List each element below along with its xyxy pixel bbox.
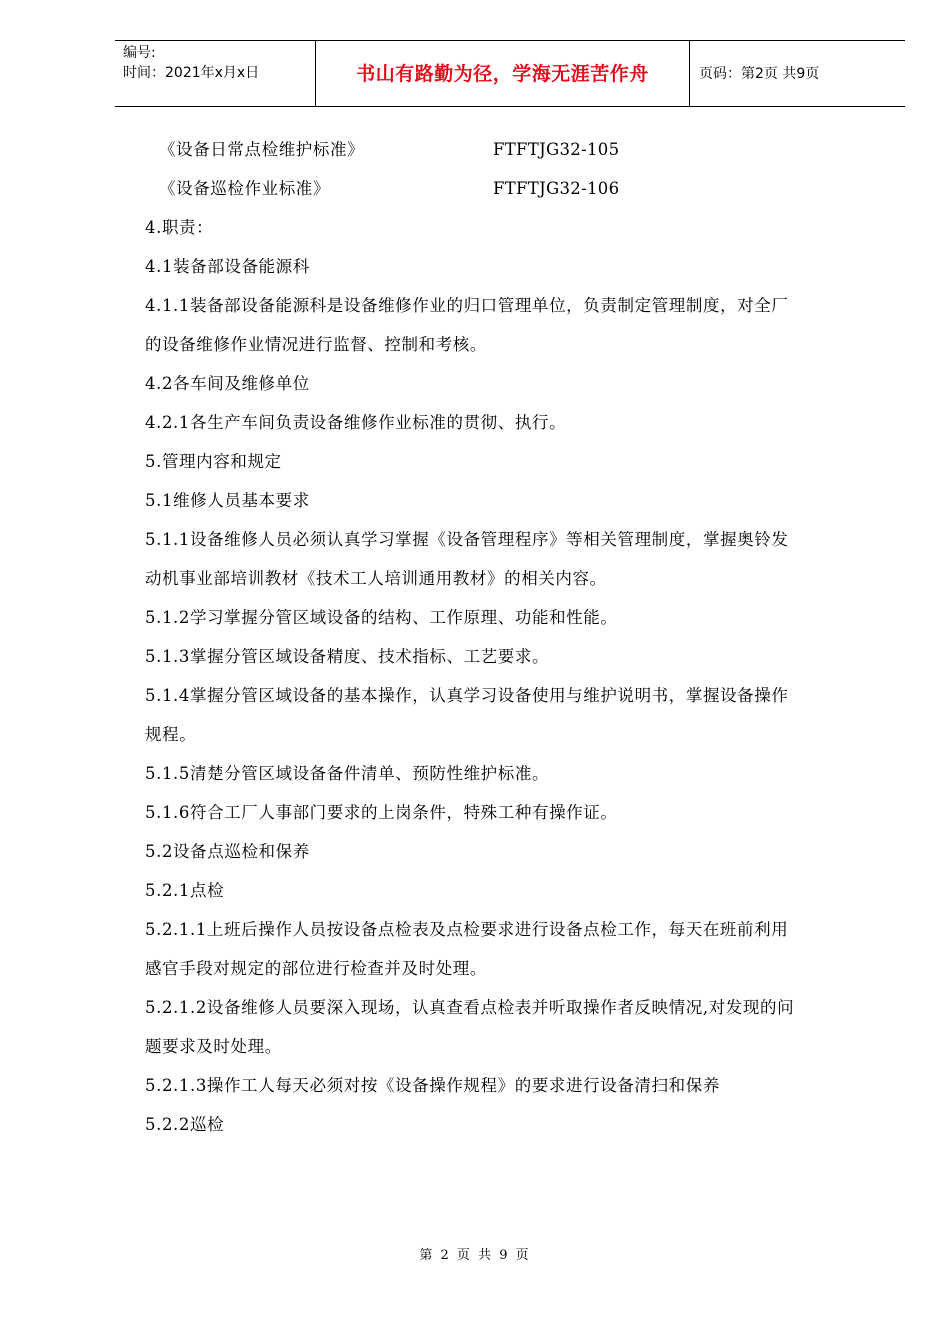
document-header	[115, 40, 905, 107]
paragraph-line: 5.1.4掌握分管区域设备的基本操作，认真学习设备使用与维护说明书，掌握设备操作	[145, 686, 789, 705]
paragraph-line: 4.2.1各生产车间负责设备维修作业标准的贯彻、执行。	[145, 413, 567, 432]
section-heading: 5.管理内容和规定	[145, 452, 282, 471]
document-date: 时间：2021年x月x日	[123, 65, 260, 81]
document-body	[145, 130, 885, 1144]
subsection-heading: 4.2各车间及维修单位	[145, 374, 310, 393]
header-divider	[689, 41, 690, 107]
reference-line	[145, 169, 885, 208]
paragraph-line: 5.1.2学习掌握分管区域设备的结构、工作原理、功能和性能。	[145, 608, 618, 627]
paragraph-line: 5.2.1.2设备维修人员要深入现场，认真查看点检表并听取操作者反映情况,对发现的问	[145, 998, 795, 1017]
reference-code: FTFTJG32-105	[493, 140, 620, 159]
reference-line	[145, 130, 885, 169]
paragraph-line: 5.1.6符合工厂人事部门要求的上岗条件，特殊工种有操作证。	[145, 803, 618, 822]
subsection-heading: 5.1维修人员基本要求	[145, 491, 310, 510]
paragraph-line: 5.1.1设备维修人员必须认真学习掌握《设备管理程序》等相关管理制度，掌握奥铃发	[145, 530, 789, 549]
subsection-heading: 4.1装备部设备能源科	[145, 257, 310, 276]
header-page-info: 页码：第2页 共9页	[699, 66, 820, 82]
header-meta	[123, 43, 259, 83]
paragraph-line: 的设备维修作业情况进行监督、控制和考核。	[145, 335, 487, 354]
paragraph-line: 5.2.1.1上班后操作人员按设备点检表及点检要求进行设备点检工作，每天在班前利用	[145, 920, 789, 939]
subsection-heading: 5.2.1点检	[145, 881, 225, 900]
header-motto: 书山有路勤为径，学海无涯苦作舟	[356, 63, 649, 85]
paragraph-line: 5.1.5清楚分管区域设备备件清单、预防性维护标准。	[145, 764, 550, 783]
section-heading: 4.职责：	[145, 218, 214, 237]
paragraph-line: 动机事业部培训教材《技术工人培训通用教材》的相关内容。	[145, 569, 607, 588]
paragraph-line: 感官手段对规定的部位进行检查并及时处理。	[145, 959, 487, 978]
paragraph-line: 5.1.3掌握分管区域设备精度、技术指标、工艺要求。	[145, 647, 550, 666]
reference-title: 《设备日常点检维护标准》	[159, 140, 365, 159]
paragraph-line: 题要求及时处理。	[145, 1037, 282, 1056]
subsection-heading: 5.2.2巡检	[145, 1115, 225, 1134]
page-footer: 第 2 页 共 9 页	[419, 1248, 531, 1263]
subsection-heading: 5.2设备点巡检和保养	[145, 842, 310, 861]
document-number-label: 编号:	[123, 45, 156, 61]
paragraph-line: 4.1.1装备部设备能源科是设备维修作业的归口管理单位，负责制定管理制度，对全厂	[145, 296, 789, 315]
reference-title: 《设备巡检作业标准》	[159, 179, 330, 198]
paragraph-line: 5.2.1.3操作工人每天必须对按《设备操作规程》的要求进行设备清扫和保养	[145, 1076, 720, 1095]
reference-code: FTFTJG32-106	[493, 179, 620, 198]
paragraph-line: 规程。	[145, 725, 197, 744]
